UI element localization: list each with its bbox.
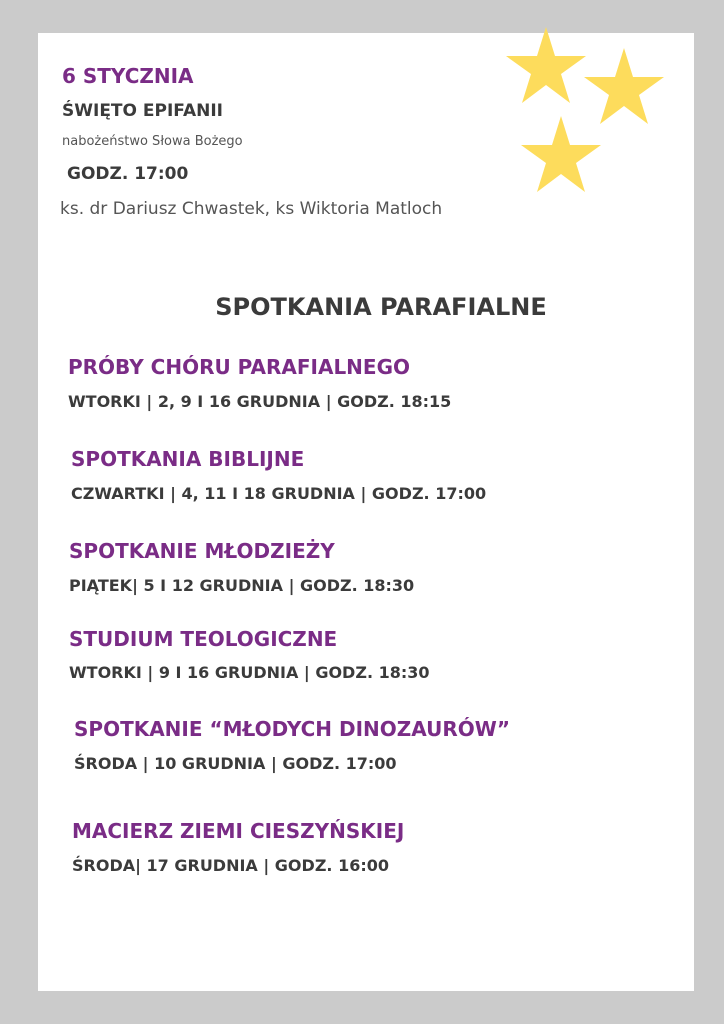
- event-detail: WTORKI | 9 I 16 GRUDNIA | GODZ. 18:30: [69, 663, 430, 682]
- star-icon: [506, 27, 586, 103]
- star-icon: [584, 48, 664, 124]
- event-title: SPOTKANIE “MŁODYCH DINOZAURÓW”: [74, 717, 510, 741]
- event-title: SPOTKANIE MŁODZIEŻY: [69, 539, 335, 563]
- event-title: PRÓBY CHÓRU PARAFIALNEGO: [68, 355, 411, 379]
- event-detail: WTORKI | 2, 9 I 16 GRUDNIA | GODZ. 18:15: [68, 392, 452, 411]
- service-type: nabożeństwo Słowa Bożego: [62, 134, 243, 149]
- event-detail: ŚRODA| 17 GRUDNIA | GODZ. 16:00: [72, 856, 389, 875]
- poster-page: [38, 33, 694, 991]
- event-title: MACIERZ ZIEMI CIESZYŃSKIEJ: [72, 819, 405, 843]
- event-detail: CZWARTKI | 4, 11 I 18 GRUDNIA | GODZ. 17:00: [71, 484, 487, 503]
- star-icon: [521, 116, 601, 192]
- clergy-names: ks. dr Dariusz Chwastek, ks Wiktoria Matloch: [60, 199, 443, 219]
- section-title: SPOTKANIA PARAFIALNE: [215, 293, 547, 321]
- event-title: STUDIUM TEOLOGICZNE: [69, 627, 338, 651]
- event-title: SPOTKANIA BIBLIJNE: [71, 447, 305, 471]
- stars-decoration: [498, 23, 678, 203]
- service-time: GODZ. 17:00: [67, 164, 189, 184]
- event-detail: PIĄTEK| 5 I 12 GRUDNIA | GODZ. 18:30: [69, 576, 415, 595]
- event-date: 6 STYCZNIA: [62, 64, 194, 88]
- event-detail: ŚRODA | 10 GRUDNIA | GODZ. 17:00: [74, 754, 397, 773]
- feast-name: ŚWIĘTO EPIFANII: [62, 101, 223, 121]
